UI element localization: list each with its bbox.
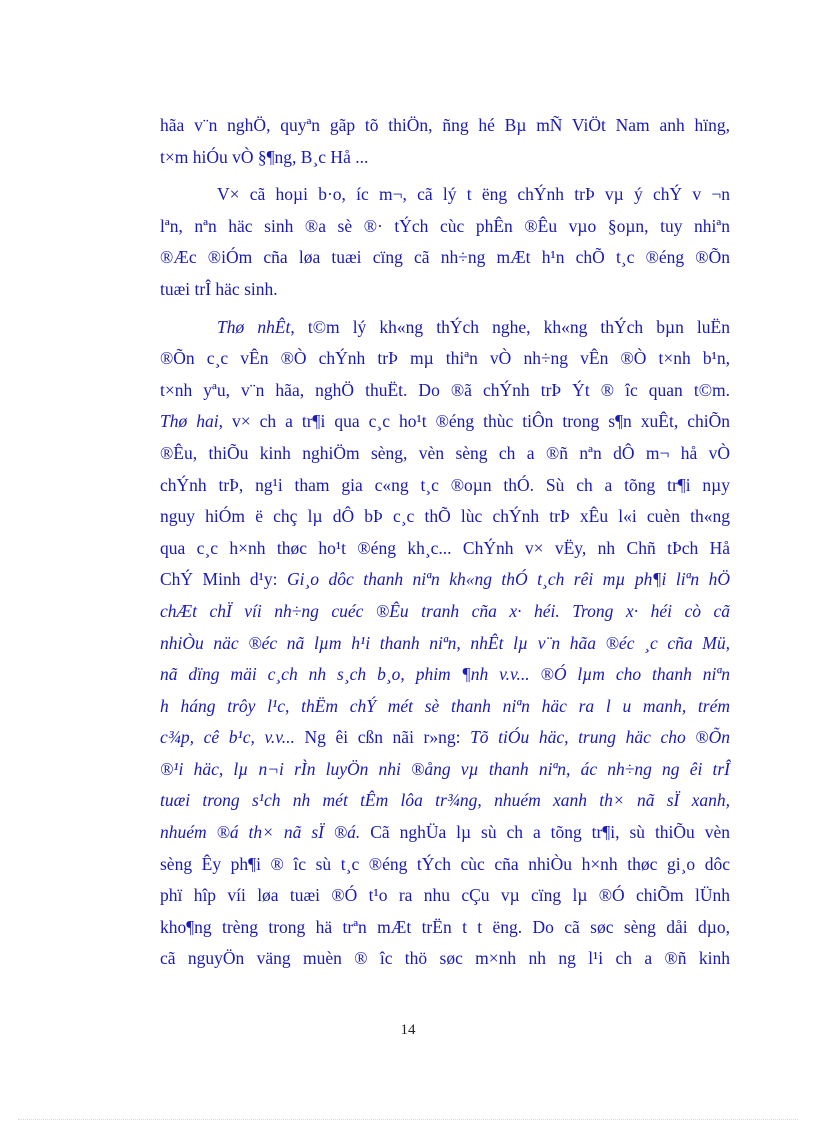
text-line: [160, 691, 730, 723]
text-line: phï hîp víi løa tuæi ®Ó t¹o ra nhu cÇu vµ cïng lµ ®Ó chiÕm lÜnh: [160, 885, 730, 906]
quotation-text: h háng trôy l¹c, thËm chÝ mét sè thanh niªn häc ra l u manh, trém: [160, 695, 730, 716]
text-line: [160, 312, 730, 344]
text-line: tuæi trÎ häc sinh.: [160, 278, 278, 299]
text-line: qua c¸c h×nh thøc ho¹t ®éng kh¸c... ChÝnh v× vËy, nh Chñ tÞch Hå: [160, 537, 730, 558]
quotation-text: c¾p, cê b¹c, v.v...: [160, 727, 295, 748]
text-line: lªn, nªn häc sinh ®a sè ®· tÝch cùc phÊn ®Êu vµo §oµn, tuy nhiªn: [160, 215, 730, 236]
text-line: [160, 659, 730, 691]
text-line: ®Æc ®iÓm cña løa tuæi cïng cã nh÷ng mÆt h¹n chÕ t¸c ®éng ®Õn: [160, 247, 730, 268]
text-line-rest: , t©m lý kh«ng thÝch nghe, kh«ng thÝch bµn luËn: [290, 316, 730, 337]
page-bottom-divider: [18, 1119, 798, 1120]
text-line: nguy hiÓm ë chç lµ dÔ bÞ c¸c thÕ lùc chÝnh trÞ xÊu l«i cuèn th«ng: [160, 506, 730, 527]
quotation-text: chÆt chÏ víi nh÷ng cuéc ®Êu tranh cña x· héi. Trong x· héi cò cã: [160, 600, 730, 621]
paragraph-continuation: [160, 110, 730, 173]
text-line: chÝnh trÞ, ng¹i tham gia c«ng t¸c ®oµn thÓ. Sù ch a tõng tr¶i nµy: [160, 474, 730, 495]
text-line: [160, 406, 730, 438]
quotation-text: Gi¸o dôc thanh niªn kh«ng thÓ t¸ch rêi mµ ph¶i liªn hÖ: [286, 569, 730, 590]
text-line: t×nh yªu, v¨n hãa, nghÖ thuËt. Do ®ã chÝnh trÞ Ýt ® îc quan t©m.: [160, 379, 730, 400]
text-line: [160, 754, 730, 786]
second-point-label: Thø hai: [160, 411, 219, 432]
text-line: [160, 596, 730, 628]
text-line: [160, 785, 730, 817]
text-line: V× cã hoµi b·o, íc m¬, cã lý t ëng chÝnh trÞ vµ ý chÝ v ¬n: [217, 184, 730, 205]
quotation-text: ®¹i häc, lµ n¬i rÌn luyÖn nhi ®ång vµ thanh niªn, ác nh÷ng ng êi trÎ: [160, 758, 730, 779]
text-line: kho¶ng trèng trong hä trªn mÆt trËn t t ëng. Do cã søc sèng dåi dµo,: [160, 916, 730, 937]
text-line-rest: , v× ch a tr¶i qua c¸c ho¹t ®éng thùc tiÔn trong s¶n xuÊt, chiÕn: [218, 411, 730, 432]
text-line: ®Êu, thiÕu kinh nghiÖm sèng, vèn sèng ch a ®ñ nªn dÔ m¬ hå vÒ: [160, 442, 730, 463]
text-line: [160, 628, 730, 660]
text-line: sèng Êy ph¶i ® îc sù t¸c ®éng tÝch cùc cña nhiÒu h×nh thøc gi¸o dôc: [160, 853, 730, 874]
text-line: c¾p, cê b¹c, v.v... Ng êi cßn nãi r»ng: Tõ tiÓu häc, trung häc cho ®Õn: [160, 727, 730, 748]
first-point-label: Thø nhÊt: [217, 316, 291, 337]
quotation-text: nhiÒu näc ®éc nã lµm h¹i thanh niªn, nhÊt lµ v¨n hãa ®éc ¸c cña Mü,: [160, 632, 730, 653]
quotation-text: nhuém ®á th× nã sÏ ®á.: [160, 822, 361, 843]
body-text: [160, 110, 730, 981]
quotation-text: nã dïng mäi c¸ch nh s¸ch b¸o, phim ¶nh v.v... ®Ó lµm cho thanh niªn: [160, 664, 730, 685]
text-line: cã nguyÖn väng muèn ® îc thö søc m×nh nh ng l¹i ch a ®ñ kinh: [160, 948, 730, 969]
quotation-text: Tõ tiÓu häc, trung häc cho ®Õn: [470, 727, 730, 748]
quotation-text: tuæi trong s¹ch nh mét tÊm lôa tr¾ng, nhuém xanh th× nã sÏ xanh,: [160, 790, 730, 811]
text-line: t×m hiÓu vÒ §¶ng, B¸c Hå ...: [160, 146, 369, 167]
page-number: 14: [400, 1022, 416, 1038]
text-line: hãa v¨n nghÖ, quyªn gãp tõ thiÖn, ñng hé Bµ mÑ ViÖt Nam anh hïng,: [160, 115, 730, 135]
paragraph-aspirations: [160, 179, 730, 305]
text-line: ®Õn c¸c vÊn ®Ò chÝnh trÞ mµ thiªn vÒ nh÷ng vÊn ®Ò t×nh b¹n,: [160, 348, 730, 369]
text-line: nhuém ®á th× nã sÏ ®á. Cã nghÜa lµ sù ch a tõng tr¶i, sù thiÕu vèn: [160, 822, 730, 843]
paragraph-limitations: [160, 312, 730, 975]
text-line: ChÝ Minh d¹y: Gi¸o dôc thanh niªn kh«ng thÓ t¸ch rêi mµ ph¶i liªn hÖ: [160, 569, 730, 590]
